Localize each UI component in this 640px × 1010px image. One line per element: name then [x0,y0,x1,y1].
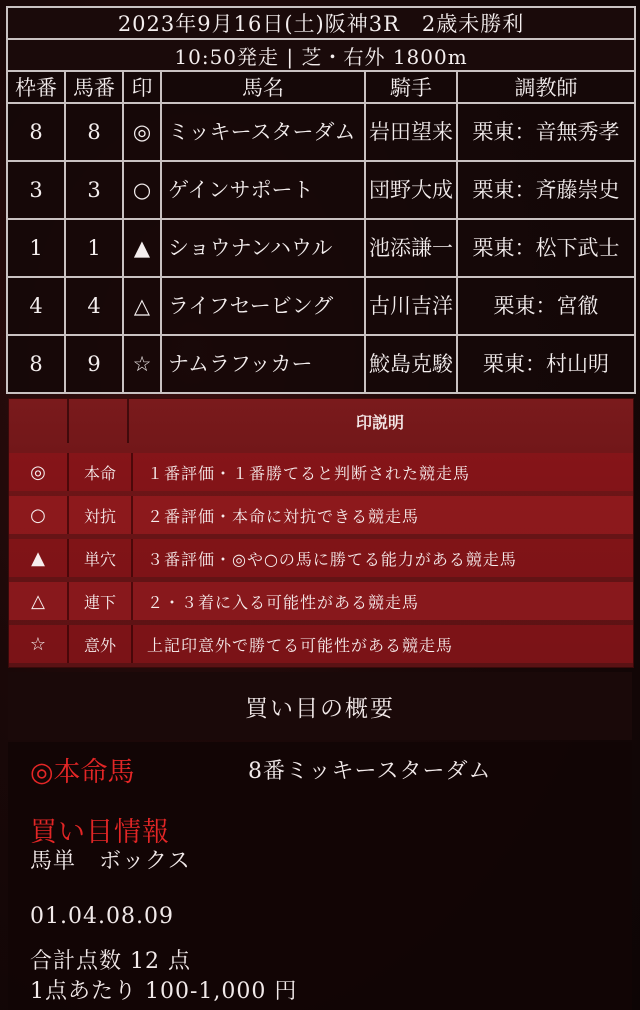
legend-row-taikou [9,496,633,534]
horse-name-cell: ミッキースターダム [161,103,365,161]
mark-legend-panel [8,398,634,668]
bet-numbers: 01.04.08.09 [30,904,174,929]
trainer-cell: 栗東：音無秀孝 [457,103,635,161]
trainer-cell: 栗東：斉藤崇史 [457,161,635,219]
header-umaban: 馬番 [65,71,123,103]
race-title: 2023年9月16日(土)阪神3R 2歳未勝利 [7,7,635,39]
bet-info-label: 買い目情報 [30,817,170,848]
bet-per-point: 1点あたり 100-1,000 円 [30,979,298,1004]
table-row [7,161,635,219]
legend-label: 意外 [67,625,133,663]
trainer-cell: 栗東：松下武士 [457,219,635,277]
legend-desc: ２・３着に入る可能性がある競走馬 [147,592,420,612]
legend-label: 対抗 [67,496,133,534]
legend-row-honmei [9,453,633,491]
mark-cell: △ [123,277,161,335]
umaban-cell: 1 [65,219,123,277]
trainer-cell: 栗東：宮徹 [457,277,635,335]
header-mark: 印 [123,71,161,103]
pick-value: 8番ミッキースターダム [248,759,492,784]
header-waku: 枠番 [7,71,65,103]
double-circle-icon: ◎ [30,461,46,483]
header-jockey: 騎手 [365,71,457,103]
mark-cell: ○ [123,161,161,219]
star-icon: ☆ [29,633,47,655]
jockey-cell: 古川吉洋 [365,277,457,335]
jockey-cell: 鮫島克駿 [365,335,457,393]
header-horse-name: 馬名 [161,71,365,103]
mark-cell: ▲ [123,219,161,277]
divider [67,399,69,443]
jockey-cell: 池添謙一 [365,219,457,277]
horse-name-cell: ライフセービング [161,277,365,335]
table-row [7,103,635,161]
pick-label: ◎本命馬 [30,757,135,788]
horse-name-cell: ナムラフッカー [161,335,365,393]
trainer-cell: 栗東：村山明 [457,335,635,393]
legend-desc: １番評価・１番勝てると判断された競走馬 [147,463,471,483]
triangle-outline-icon: △ [31,590,45,612]
umaban-cell: 3 [65,161,123,219]
summary-title: 買い目の概要 [8,672,632,740]
legend-label: 本命 [67,453,133,491]
legend-desc: ３番評価・◎や○の馬に勝てる能力がある競走馬 [147,549,517,569]
jockey-cell: 岩田望来 [365,103,457,161]
legend-label: 単穴 [67,539,133,577]
triangle-filled-icon: ▲ [31,547,45,569]
jockey-cell: 団野大成 [365,161,457,219]
waku-cell: 8 [7,103,65,161]
umaban-cell: 8 [65,103,123,161]
race-subtitle: 10:50発走 | 芝・右外 1800m [7,39,635,71]
umaban-cell: 4 [65,277,123,335]
waku-cell: 1 [7,219,65,277]
table-row [7,335,635,393]
legend-title: 印説明 [355,412,404,432]
legend-label: 連下 [67,582,133,620]
mark-cell: ◎ [123,103,161,161]
legend-row-igai [9,625,633,663]
waku-cell: 4 [7,277,65,335]
waku-cell: 3 [7,161,65,219]
waku-cell: 8 [7,335,65,393]
table-row [7,277,635,335]
header-trainer: 調教師 [457,71,635,103]
bet-type: 馬単 ボックス [30,849,191,874]
bet-total: 合計点数 12 点 [30,949,191,974]
summary-panel [8,742,632,1010]
circle-icon: ○ [30,504,46,526]
legend-row-renka [9,582,633,620]
legend-desc: 上記印意外で勝てる可能性がある競走馬 [147,635,454,655]
horse-name-cell: ゲインサポート [161,161,365,219]
horse-name-cell: ショウナンハウル [161,219,365,277]
umaban-cell: 9 [65,335,123,393]
mark-cell: ☆ [123,335,161,393]
table-row [7,219,635,277]
race-table [6,6,636,394]
legend-row-tanana [9,539,633,577]
legend-desc: ２番評価・本命に対抗できる競走馬 [147,506,420,526]
